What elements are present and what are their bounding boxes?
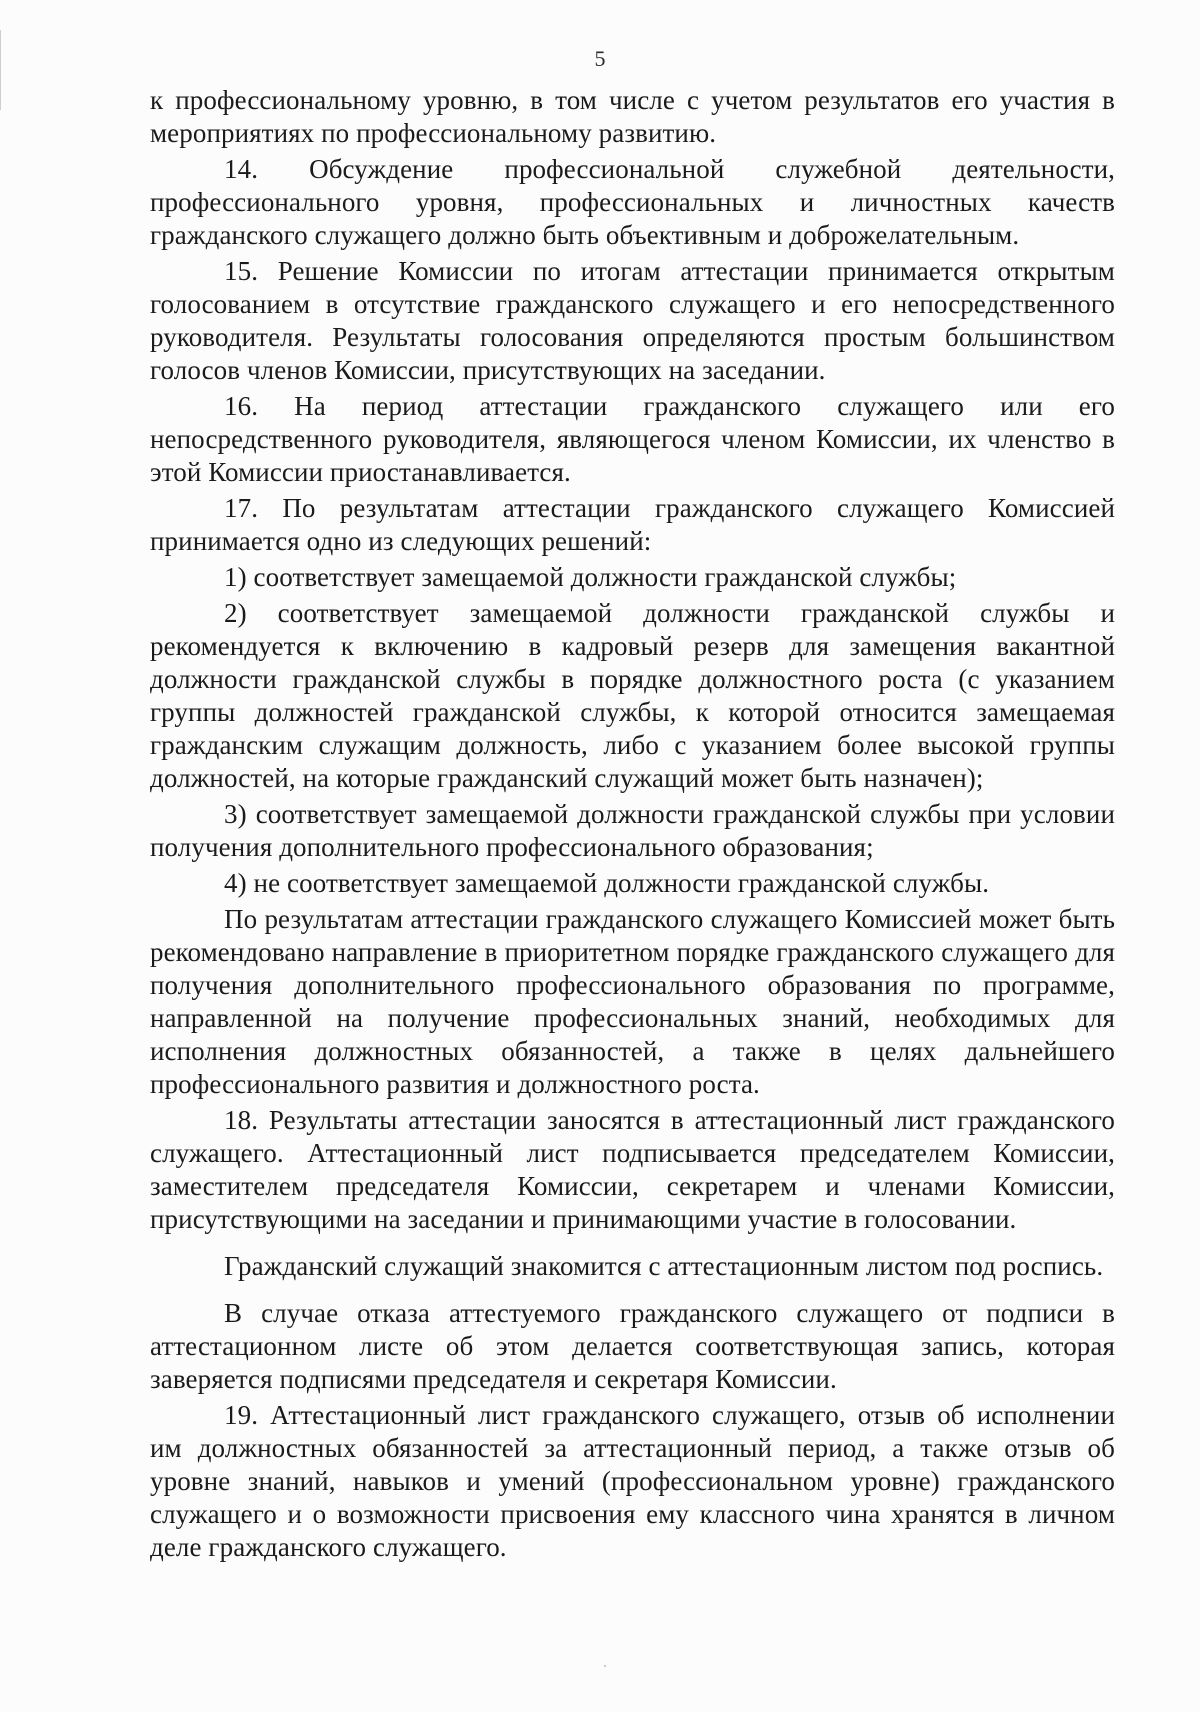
paragraph-item-16: 16. На период аттестации гражданского служащего или его непосредственного руководителя, являющегося членом Комиссии, их членство в этой Комиссии приостанавливается. (150, 391, 1115, 487)
page-number: 5 (594, 46, 606, 71)
paragraph-item-17: 17. По результатам аттестации гражданского служащего Комиссией принимается одно из следующих решений: (150, 493, 1115, 556)
paragraph-item-15: 15. Решение Комиссии по итогам аттестации принимается открытым голосованием в отсутствие гражданского служащего и его непосредственного руководителя. Результаты голосования определяются простым большинством голосов членов Комиссии, присутствующих на заседании. (150, 256, 1115, 385)
paragraph-continuation: к профессиональному уровню, в том числе с учетом результатов его участия в мероприятиях по профессиональному развитию. (150, 85, 1115, 148)
paragraph-refusal: В случае отказа аттестуемого гражданского служащего от подписи в аттестационном листе об этом делается соответствующая запись, которая заверяется подписями председателя и секретаря Комиссии. (150, 1298, 1115, 1394)
paragraph-item-19: 19. Аттестационный лист гражданского служащего, отзыв об исполнении им должностных обязанностей за аттестационный период, а также отзыв об уровне знаний, навыков и умений (профессиональном уровне) гражданского служащего и о возможности присвоения ему классного чина хранятся в личном деле гражданского служащего. (150, 1400, 1115, 1562)
paragraph-recommendation: По результатам аттестации гражданского служащего Комиссией может быть рекомендовано направление в приоритетном порядке гражданского служащего для получения дополнительного профессионального образования по программе, направленной на получение профессиональных знаний, необходимых для исполнения должностных обязанностей, а также в целях дальнейшего профессионального развития и должностного роста. (150, 904, 1115, 1099)
paragraph-item-14: 14. Обсуждение профессиональной служебной деятельности, профессионального уровня, профессиональных и личностных качеств гражданского служащего должно быть объективным и доброжелательным. (150, 154, 1115, 250)
decision-option-2: 2) соответствует замещаемой должности гражданской службы и рекомендуется к включению в кадровый резерв для замещения вакантной должности гражданской службы в порядке должностного роста (с указанием группы должностей гражданской службы, к которой относится замещаемая гражданским служащим должность, либо с указанием более высокой группы должностей, на которые гражданский служащий может быть назначен); (150, 598, 1115, 793)
paragraph-acknowledgement: Гражданский служащий знакомится с аттестационным листом под роспись. (224, 1251, 1104, 1281)
document-body (150, 84, 1115, 1567)
decision-option-4: 4) не соответствует замещаемой должности гражданской службы. (224, 868, 990, 898)
decision-option-1: 1) соответствует замещаемой должности гражданской службы; (224, 562, 957, 592)
scan-speck (604, 1665, 606, 1667)
paragraph-item-18: 18. Результаты аттестации заносятся в аттестационный лист гражданского служащего. Аттестационный лист подписывается председателем Комиссии, заместителем председателя Комиссии, секретарем и членами Комиссии, присутствующими на заседании и принимающими участие в голосовании. (150, 1105, 1115, 1234)
decision-option-3: 3) соответствует замещаемой должности гражданской службы при условии получения дополнительного профессионального образования; (150, 799, 1115, 862)
